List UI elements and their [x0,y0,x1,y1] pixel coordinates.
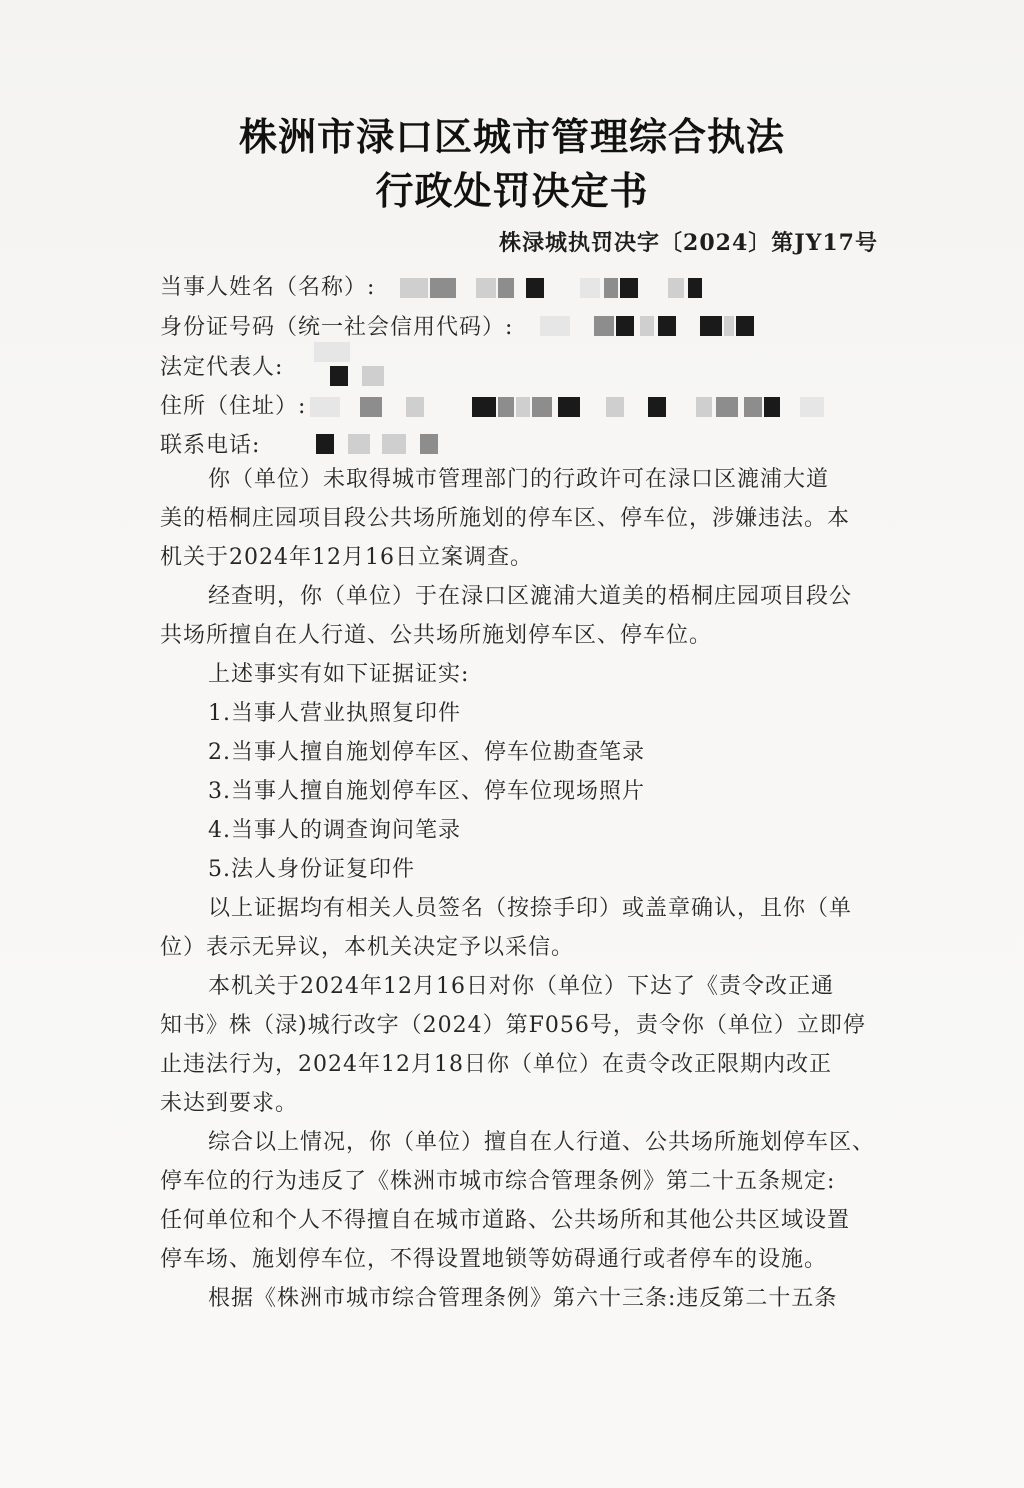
evidence-item: 5.法人身份证复印件 [208,857,415,882]
paragraph-line: 停车场、施划停车位，不得设置地锁等妨碍通行或者停车的设施。 [160,1247,828,1272]
paragraph-line: 你（单位）未取得城市管理部门的行政许可在渌口区漉浦大道 [208,467,830,492]
phone-redacted [310,434,450,458]
paragraph-line: 机关于2024年12月16日立案调查。 [160,545,533,570]
paragraph-line: 任何单位和个人不得擅自在城市道路、公共场所和其他公共区域设置 [160,1208,851,1233]
party-name-redacted [400,278,710,302]
paragraph-line: 综合以上情况，你（单位）擅自在人行道、公共场所施划停车区、 [208,1130,876,1155]
phone-label: 联系电话: [160,433,261,458]
paragraph-line: 以上证据均有相关人员签名（按捺手印）或盖章确认，且你（单 [208,896,853,921]
paragraph-line: 止违法行为，2024年12月18日你（单位）在责令改正限期内改正 [160,1052,832,1077]
party-name-label: 当事人姓名（名称）: [160,275,376,300]
paragraph-line: 停车位的行为违反了《株洲市城市综合管理条例》第二十五条规定: [160,1169,836,1194]
paragraph-line: 未达到要求。 [160,1091,299,1116]
paragraph-line: 美的梧桐庄园项目段公共场所施划的停车区、停车位，涉嫌违法。本 [160,506,851,531]
paragraph-line: 本机关于2024年12月16日对你（单位）下达了《责令改正通 [208,974,834,999]
paragraph-line: 共场所擅自在人行道、公共场所施划停车区、停车位。 [160,623,713,648]
legal-rep-redacted [310,342,400,386]
document-number: 株渌城执罚决字〔2024〕第JY17号 [499,230,878,256]
evidence-item: 4.当事人的调查询问笔录 [208,818,461,843]
document-title-line2: 行政处罚决定书 [375,169,649,213]
document-title-line1: 株洲市渌口区城市管理综合执法 [238,115,785,159]
body-text [160,460,888,1318]
evidence-item: 2.当事人擅自施划停车区、停车位勘查笔录 [208,740,645,765]
paragraph-line: 位）表示无异议，本机关决定予以采信。 [160,935,575,960]
paragraph-line: 根据《株洲市城市综合管理条例》第六十三条:违反第二十五条 [208,1286,838,1311]
paragraph-line: 经查明，你（单位）于在渌口区漉浦大道美的梧桐庄园项目段公 [208,584,853,609]
legal-rep-label: 法定代表人: [160,355,284,380]
evidence-item: 3.当事人擅自施划停车区、停车位现场照片 [208,779,645,804]
id-number-label: 身份证号码（统一社会信用代码）: [160,315,514,340]
address-redacted [310,397,830,421]
id-number-redacted [540,316,780,340]
address-label: 住所（住址）: [160,394,307,419]
evidence-item: 1.当事人营业执照复印件 [208,701,461,726]
paragraph-line: 上述事实有如下证据证实: [208,662,470,687]
paragraph-line: 知书》株（渌)城行改字（2024）第F056号，责令你（单位）立即停 [160,1013,866,1038]
